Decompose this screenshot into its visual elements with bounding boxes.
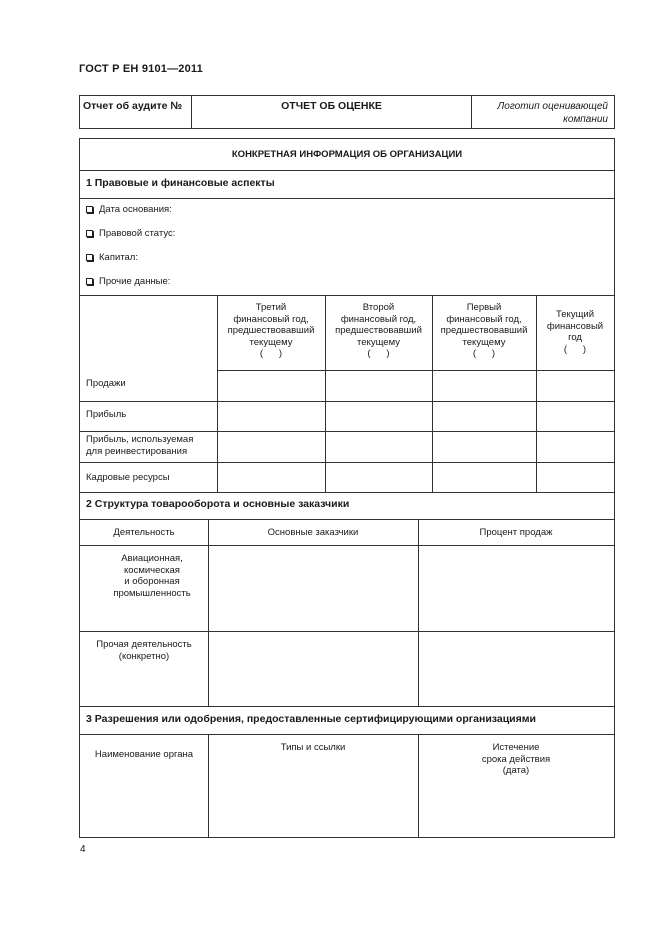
field-label: Правовой статус: bbox=[99, 228, 176, 239]
logo-line-2: компании bbox=[563, 114, 608, 125]
column-header-third-year: Третий финансовый год, предшествовавший текущему ( ) bbox=[227, 302, 315, 359]
section-2-title: 2 Структура товарооборота и основные заказчики bbox=[86, 498, 350, 510]
row-label-other-activity: Прочая деятельность (конкретно) bbox=[96, 639, 192, 662]
field-founding-date[interactable] bbox=[86, 204, 172, 215]
report-header bbox=[79, 95, 615, 129]
field-other-data[interactable] bbox=[86, 276, 170, 287]
checkbox-icon[interactable] bbox=[86, 206, 93, 213]
main-title: КОНКРЕТНАЯ ИНФОРМАЦИЯ ОБ ОРГАНИЗАЦИИ bbox=[231, 149, 463, 160]
column-header-sales-percent: Процент продаж bbox=[479, 527, 553, 538]
section-1-title: 1 Правовые и финансовые аспекты bbox=[86, 177, 275, 189]
logo-line-1: Логотип оценивающей bbox=[497, 101, 608, 112]
column-header-current-year: Текущий финансовый год ( ) bbox=[546, 309, 604, 355]
document-code: ГОСТ Р ЕН 9101—2011 bbox=[79, 63, 203, 75]
report-title: ОТЧЕТ ОБ ОЦЕНКЕ bbox=[192, 96, 472, 128]
row-label-human-resources: Кадровые ресурсы bbox=[86, 472, 170, 483]
column-header-types-references: Типы и ссылки bbox=[280, 742, 346, 753]
page-number: 4 bbox=[80, 844, 86, 855]
organization-info-form bbox=[79, 138, 615, 838]
field-legal-status[interactable] bbox=[86, 228, 175, 239]
column-header-expiry-date: Истечение срока действия (дата) bbox=[481, 742, 551, 776]
checkbox-icon[interactable] bbox=[86, 278, 93, 285]
row-label-reinvested-profit: Прибыль, используемая для реинвестирования bbox=[86, 434, 194, 457]
field-label: Прочие данные: bbox=[99, 276, 171, 287]
audit-number-label: Отчет об аудите № bbox=[80, 96, 192, 128]
row-label-aerospace-defense: Авиационная, космическая и оборонная промышленность bbox=[113, 553, 191, 599]
column-header-second-year: Второй финансовый год, предшествовавший текущему ( ) bbox=[335, 302, 422, 359]
field-capital[interactable] bbox=[86, 252, 138, 263]
row-label-profit: Прибыль bbox=[86, 409, 127, 420]
checkbox-icon[interactable] bbox=[86, 254, 93, 261]
row-label-sales: Продажи bbox=[86, 378, 126, 389]
checkbox-icon[interactable] bbox=[86, 230, 93, 237]
field-label: Дата основания: bbox=[99, 204, 172, 215]
field-label: Капитал: bbox=[99, 252, 138, 263]
column-header-authority-name: Наименование органа bbox=[94, 749, 194, 760]
column-header-activity: Деятельность bbox=[113, 527, 175, 538]
column-header-main-customers: Основные заказчики bbox=[267, 527, 359, 538]
logo-placeholder bbox=[472, 96, 614, 128]
column-header-first-year: Первый финансовый год, предшествовавший текущему ( ) bbox=[440, 302, 528, 359]
section-3-title: 3 Разрешения или одобрения, предоставленные сертифицирующими организациями bbox=[86, 713, 536, 725]
